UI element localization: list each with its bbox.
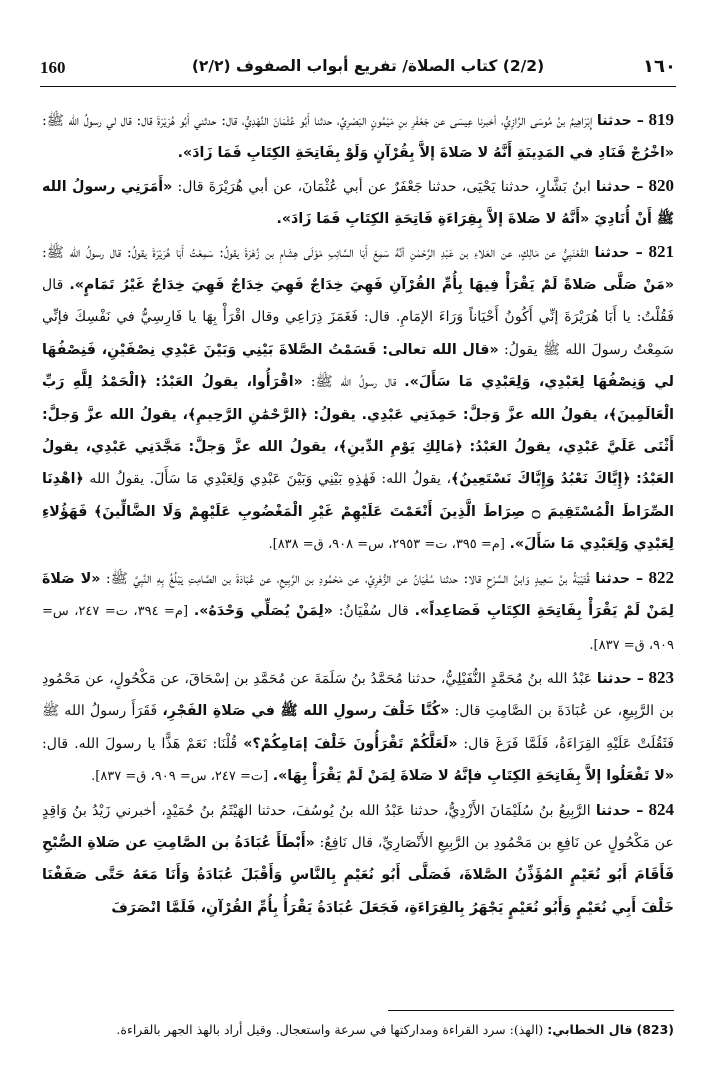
- matn-text: «لَعَلَّكُمْ تَقْرَأُونَ خَلْفَ إمَامِكُمْ؟»: [243, 735, 458, 752]
- footnote-term: (الهذ):: [509, 1022, 544, 1037]
- quran-verse: ﴿مَالِكِ يَوْمِ الدِّينِ﴾: [338, 439, 463, 456]
- hadith-lead: – حدثنا: [596, 670, 644, 687]
- footnote-divider: [388, 1010, 674, 1011]
- matn-text: ، يقولُ الله عزَّ وَجلَّ: أَثْنَى عَلَيَّ عَبْدِي، يقولُ العَبْدُ:: [42, 406, 674, 456]
- hadith-number: 820: [648, 175, 674, 195]
- quran-verse: ﴿الرَّحْمَٰنِ الرَّحِيمِ﴾: [187, 406, 308, 423]
- quran-verse: ﴿إِيَّاكَ نَعْبُدُ وَإِيَّاكَ نَسْتَعِينُ﴾: [451, 471, 631, 488]
- footnote-number: (823): [636, 1022, 674, 1037]
- matn-text: «مَنْ صَلَّى صَلاةً لَمْ يَقْرَأْ فِيهَا بِأُمِّ القُرْآنِ فَهِيَ خِدَاجٌ فَهِيَ خِدَاجٌ فَهِيَ خِدَاجٌ غَيْرُ تَمَامٍ».: [69, 277, 674, 294]
- hadith-number: 819: [648, 110, 674, 129]
- hadith-number: 822: [648, 567, 674, 587]
- footnote: [34, 1019, 674, 1041]
- hadith-lead: – حدثنا: [596, 113, 644, 129]
- hadith-number: 821: [648, 241, 674, 261]
- quran-verse: ﴿اهْدِنَا الصِّرَاطَ الْمُسْتَقِيمَ ۝ صِرَاطَ الَّذِينَ أَنْعَمْتَ عَلَيْهِمْ غَيْرِ الْمَغْضُوبِ عَلَيْهِمْ وَلَا الضَّالِّينَ﴾: [42, 471, 674, 520]
- hadith-822: [42, 562, 674, 662]
- main-text: [42, 104, 674, 979]
- hadith-text: قال رسولُ الله ﷺ:: [310, 374, 397, 391]
- matn-text: «اخْرُجْ فَنَادِ في المَدِينَةِ أَنَّهُ لا صَلاةَ إلاَّ بِقُرْآنٍ وَلَوْ بِفَاتِحَةِ الكِتَابِ فَمَا زَادَ».: [177, 145, 674, 162]
- matn-text: «كُنَّا خَلْفَ رسولِ الله ﷺ في صَلاةِ الفَجْرِ،: [162, 703, 450, 720]
- page-number-arabic: ١٦٠: [643, 56, 676, 77]
- hadith-number: 823: [648, 667, 674, 687]
- page-header: [40, 54, 676, 88]
- cross-reference: [ت= ٢٤٧، س= ٩٠٩، ق= ٨٣٧].: [91, 769, 269, 785]
- hadith-819: [42, 104, 674, 170]
- hadith-lead: – حدثنا: [595, 802, 644, 819]
- isnad-text: عَبْدُ الله بنُ مُحَمَّدٍ النُّفَيْلِيُّ، حدثنا مُحَمَّدُ بنُ سَلَمَةَ عن مُحَمَّدِ بن إسْحَاقَ، عن مَكْحُولٍ، عن مَحْمُودِ بن الرَّبِيعِ، عن عُبَادَةَ بن الصَّامِتِ قال:: [42, 670, 674, 720]
- running-title: (2/2) كتاب الصلاة/ تفريع أبواب الصفوف (٢/٢): [191, 57, 545, 75]
- matn-text: ، يقولُ الله عزَّ وَجلَّ: حَمِدَنِي عَبْدِي. يقولُ:: [313, 406, 609, 423]
- cross-reference: [م= ٣٩٥، ت= ٢٩٥٣، س= ٩٠٨، ق= ٨٣٨].: [268, 537, 505, 553]
- isnad-text: القَعْنَبِيُّ عن مَالِكٍ، عن العَلاءِ بن عَبْدِ الرَّحْمٰنِ أنَّهُ سَمِعَ أَبَا السَّائِبِ مَوْلَى هِشَامِ بن زُهْرَةَ يقولُ: سَمِعْتُ أَبَا هُرَيْرَةَ يقولُ: قال رسولُ الله ﷺ:: [42, 244, 589, 261]
- hadith-lead: – حدثنا: [594, 244, 643, 261]
- hadith-text: قال سُفْيَانُ:: [338, 603, 409, 620]
- hadith-lead: – حدثنا: [595, 570, 644, 587]
- quran-verse: ﴿الْحَمْدُ لِلَّهِ رَبِّ الْعَالَمِينَ﴾: [42, 374, 674, 423]
- footnote-label: قال الخطابي:: [547, 1022, 633, 1037]
- hadith-821: [42, 236, 674, 562]
- matn-text: «لا تَفْعَلُوا إلاَّ بِفَاتِحَةِ الكِتَابِ فإنَّهُ لا صَلاةَ لِمَنْ لَمْ يَقْرَأْ بِهَا».: [272, 768, 674, 785]
- hadith-text: قال فَقُلْتُ: يا أَبَا هُرَيْرَةَ إنِّي أَكُونُ أَحْيَاناً وَرَاءَ الإمَامِ. قال: فَغَمَزَ ذِرَاعِي وقال اقْرَأْ بِهَا يا فَارِسِيُّ في نَفْسِكَ فإنِّي سَمِعْتُ رسولَ الله ﷺ يقولُ:: [42, 277, 674, 358]
- matn-text: «لِمَنْ يُصَلِّي وَحْدَهُ».: [193, 603, 333, 620]
- isnad-text: قُتَيْبَةُ بنُ سَعِيدٍ وَابنُ السَّرْحِ قالا: حدثنا سُفْيَانُ عن الزُّهْرِيِّ، عن مَحْمُودِ بن الرَّبِيعِ، عن عُبَادَةَ بن الصَّامِتِ يَبْلُغُ بِهِ النَّبِيَّ ﷺ:: [105, 570, 590, 587]
- matn-text: «اقْرَأُوا، يقولُ العَبْدُ:: [155, 374, 303, 391]
- cross-reference: [م= ٣٩٤، ت= ٢٤٧، س= ٩٠٩، ق= ٨٣٧].: [42, 604, 674, 653]
- footnote-text: سرد القراءة ومداركتها في سرعة واستعجال. وقيل أراد بالهذ الجهر بالقراءة.: [116, 1022, 506, 1037]
- matn-text: «أَمَرَنِي رسولُ الله ﷺ أَنْ أُنَادِيَ «أَنَّهُ لا صَلاةَ إلاَّ بِقِرَاءَةِ فَاتِحَةِ الكِتَابِ فَمَا زَادَ».: [42, 178, 674, 228]
- hadith-number: 824: [648, 799, 674, 819]
- isnad-text: إِبْرَاهِيمُ بنُ مُوسَى الرَّازِيُّ، أخبرنا عِيسَى عن جَعْفَرِ بنِ مَيْمُونٍ البَصْرِيِّ، حدثنا أَبُو عُثْمَانَ النَّهْدِيُّ، قال: حدثني أَبُو هُرَيْرَةَ قال: قال لي رسولُ الله ﷺ:: [42, 113, 593, 129]
- matn-text: «أَبْطَأَ عُبَادَةُ بن الصَّامِتِ عن صَلاةِ الصُّبْحِ فَأَقَامَ أَبُو نُعَيْمٍ المُؤَذِّنُ الصَّلاةَ، فَصَلَّى أَبُو نُعَيْمٍ بِالنَّاسِ وَأَقْبَلَ عُبَادَةُ وَأَنَا مَعَهُ حَتَّى صَفَفْنَا خَلْفَ أَبِي نُعَيْمٍ وَأَبُو نُعَيْمٍ يَجْهَرُ بِالقِرَاءَةِ، فَجَعَلَ عُبَادَةُ يَقْرَأُ بِأُمِّ القُرْآنِ، فَلَمَّا انْصَرَفَ: [42, 834, 674, 916]
- header-divider: [40, 86, 676, 87]
- hadith-text: قُلْنَا: نَعَمْ هَذًّا يا رسولَ الله. قال:: [42, 735, 238, 752]
- isnad-text: ابنُ بَشَّارٍ، حدثنا يَحْيَى، حدثنا جَعْفَرٌ عن أبي عُثْمَانَ، عن أبي هُرَيْرَةَ قال:: [177, 178, 591, 195]
- isnad-text: الرَّبِيعُ بنُ سُلَيْمَانَ الأَزْدِيُّ، حدثنا عَبْدُ الله بنُ يُوسُفَ، حدثنا الهَيْثَمُ بنُ حُمَيْدٍ، أخبرني زَيْدُ بنُ وَاقِدٍ عن مَكْحُولٍ عن نَافِعِ بن مَحْمُودِ بن الرَّبِيعِ الأَنْصَارِيِّ، قال نَافِعٌ:: [42, 802, 674, 851]
- hadith-text: فَقَرَأَ رسولُ الله ﷺ فَثَقُلَتْ عَلَيْهِ القِرَاءَةُ، فَلَمَّا فَرَغَ قال:: [42, 703, 674, 752]
- hadith-text: ، يقولُ الله: فَهٰذِهِ بَيْنِي وَبَيْنَ عَبْدِي وَلِعَبْدِي مَا سَأَلَ. يقولُ الله: [89, 471, 452, 488]
- matn-text: ، يقولُ الله عزَّ وَجلَّ: مَجَّدَنِي عَبْدِي، يقولُ العَبْدُ:: [42, 439, 674, 488]
- matn-text: فَهَؤُلاءِ لِعَبْدِي وَلِعَبْدِي مَا سَأَلَ».: [42, 503, 674, 553]
- hadith-820: [42, 170, 674, 236]
- hadith-823: [42, 662, 674, 794]
- hadith-lead: – حدثنا: [595, 178, 644, 195]
- matn-text: «قال الله تعالى: قَسَمْتُ الصَّلاةَ بَيْنِي وَبَيْنَ عَبْدِي نِصْفَيْنِ، فَنِصْفُهَا لي وَنِصْفُهَا لِعَبْدِي، وَلِعَبْدِي مَا سَأَلَ».: [42, 341, 674, 391]
- page-number-latin: 160: [40, 58, 66, 77]
- matn-text: «لا صَلاةَ لِمَنْ لَمْ يَقْرَأْ بِفَاتِحَةِ الكِتَابِ فَصَاعِداً».: [42, 570, 674, 620]
- hadith-824: [42, 794, 674, 925]
